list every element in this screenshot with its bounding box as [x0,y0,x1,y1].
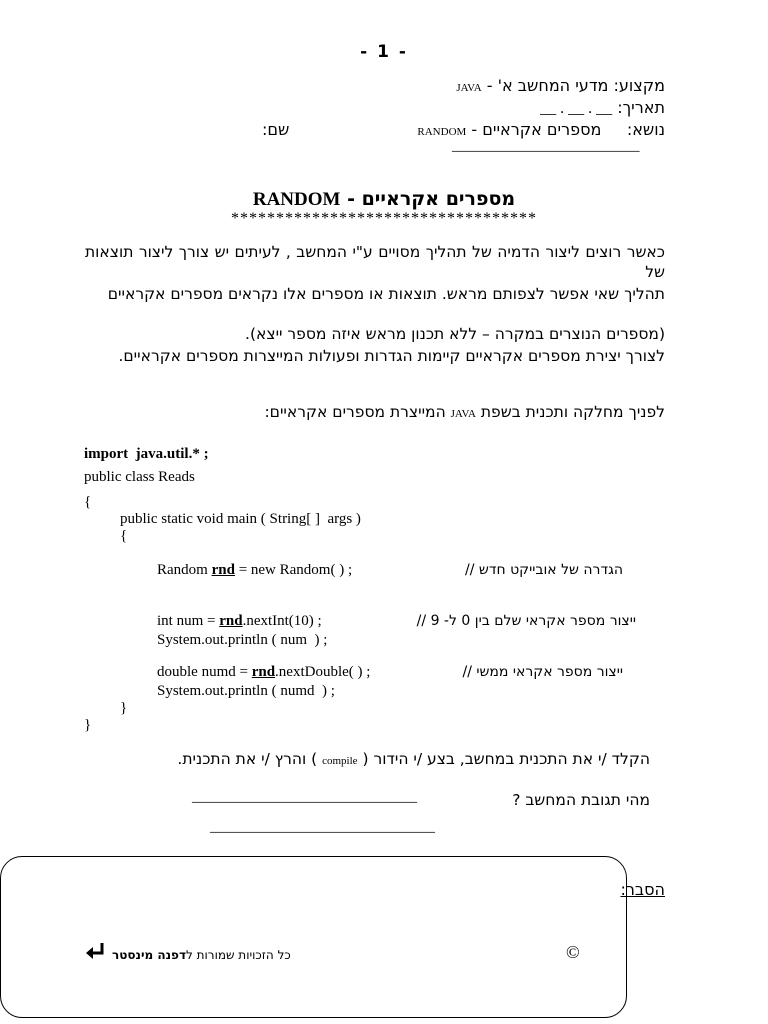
import-keyword: import [84,446,129,462]
subject-lang: JAVA [456,82,482,94]
comment-double-random: ייצור מספר אקראי ממשי // [462,664,623,680]
title-english: RANDOM [252,189,341,210]
run-instruction-compile: compile [322,755,358,767]
double-type: double numd = [157,664,252,680]
int-call: .nextInt(10) ; [242,613,322,629]
name-label: שם: [262,120,290,139]
rights-text [112,948,291,962]
rnd-var: rnd [219,613,243,629]
copyright-icon: © [566,942,580,962]
code-class: public class Reads [84,469,195,485]
comment-int-random: ייצור מספר אקראי שלם בין 0 ל- 9 // [416,613,636,629]
code-random-decl [157,562,352,579]
double-call: .nextDouble( ) ; [275,664,371,680]
code-int-decl [157,613,322,630]
intro-line-3: (מספרים הנוצרים במקרה – ללא תכנון מראש איזה מספר ייצא). [245,325,665,343]
random-type: Random [157,562,212,578]
program-intro [264,403,665,421]
rnd-var: rnd [211,562,235,578]
title-hebrew: מספרים אקראיים - [347,188,516,210]
run-instruction [177,750,650,768]
topic-label: נושא: [626,120,665,139]
comment-new-object: הגדרה של אובייקט חדש // [465,562,623,578]
code-main-open: { [120,528,128,544]
random-init: = new Random( ) ; [234,562,353,578]
rnd-var: rnd [251,664,276,680]
header-underline: _________________________ [452,138,640,154]
date-value: __ . __ . __ [540,100,613,117]
subject-line [456,76,665,95]
topic-en: RANDOM [417,126,467,138]
run-instruction-b: ) והרץ /י את התכנית. [177,750,318,768]
program-intro-lang: JAVA [450,408,476,420]
code-double-decl [157,664,370,681]
rights-prefix: כל הזכויות שמורות ל [186,948,291,962]
intro-line-1: כאשר רוצים ליצור הדמיה של תהליך מסויים ע"י המחשב , לעיתים יש צורך ליצור תוצאות של [85,243,665,281]
subject-value: מדעי המחשב א' - [486,76,609,95]
program-intro-before: לפניך מחלקה ותכנית בשפת [480,403,665,421]
author-name: דפנה מינסטר [112,948,186,962]
code-class-close: } [84,717,92,733]
code-main: public static void main ( String[ ] args ) [120,511,361,527]
topic-value: מספרים אקראיים - [471,120,602,139]
return-arrow-icon [84,941,106,963]
run-instruction-a: הקלד /י את התכנית במחשב, בצע /י הידור ( [362,750,650,768]
intro-line-4: לצורך יצירת מספרים אקראיים קיימות הגדרות ופעולות המייצרות מספרים אקראיים. [118,347,665,365]
code-print-num: System.out.println ( num ) ; [157,632,328,648]
intro-line-2: תהליך שאי אפשר לצפותם מראש. תוצאות או מספרים אלו נקראים מספרים אקראיים [107,285,665,303]
date-label: תאריך: [617,98,665,117]
explanation-label: הסבר: [620,880,665,899]
date-line [540,98,665,118]
answer-line-2: ______________________________ [210,819,435,835]
subject-label: מקצוע: [613,76,665,95]
code-print-numd: System.out.println ( numd ) ; [157,683,335,699]
title-stars: ********************************** [231,210,537,227]
code-import [84,446,209,463]
answer-line-1: ______________________________ [192,789,417,805]
import-rest: java.util.* ; [128,446,209,462]
page-number: - 1 - [360,42,408,62]
topic-line [417,120,665,139]
code-open-brace: { [84,494,92,510]
int-type: int num = [157,613,220,629]
explanation-box [0,856,627,1018]
page-title [0,188,768,211]
question-text: מהי תגובת המחשב ? [512,791,650,809]
program-intro-after: המייצרת מספרים אקראיים: [264,403,446,421]
code-main-close: } [120,700,128,716]
